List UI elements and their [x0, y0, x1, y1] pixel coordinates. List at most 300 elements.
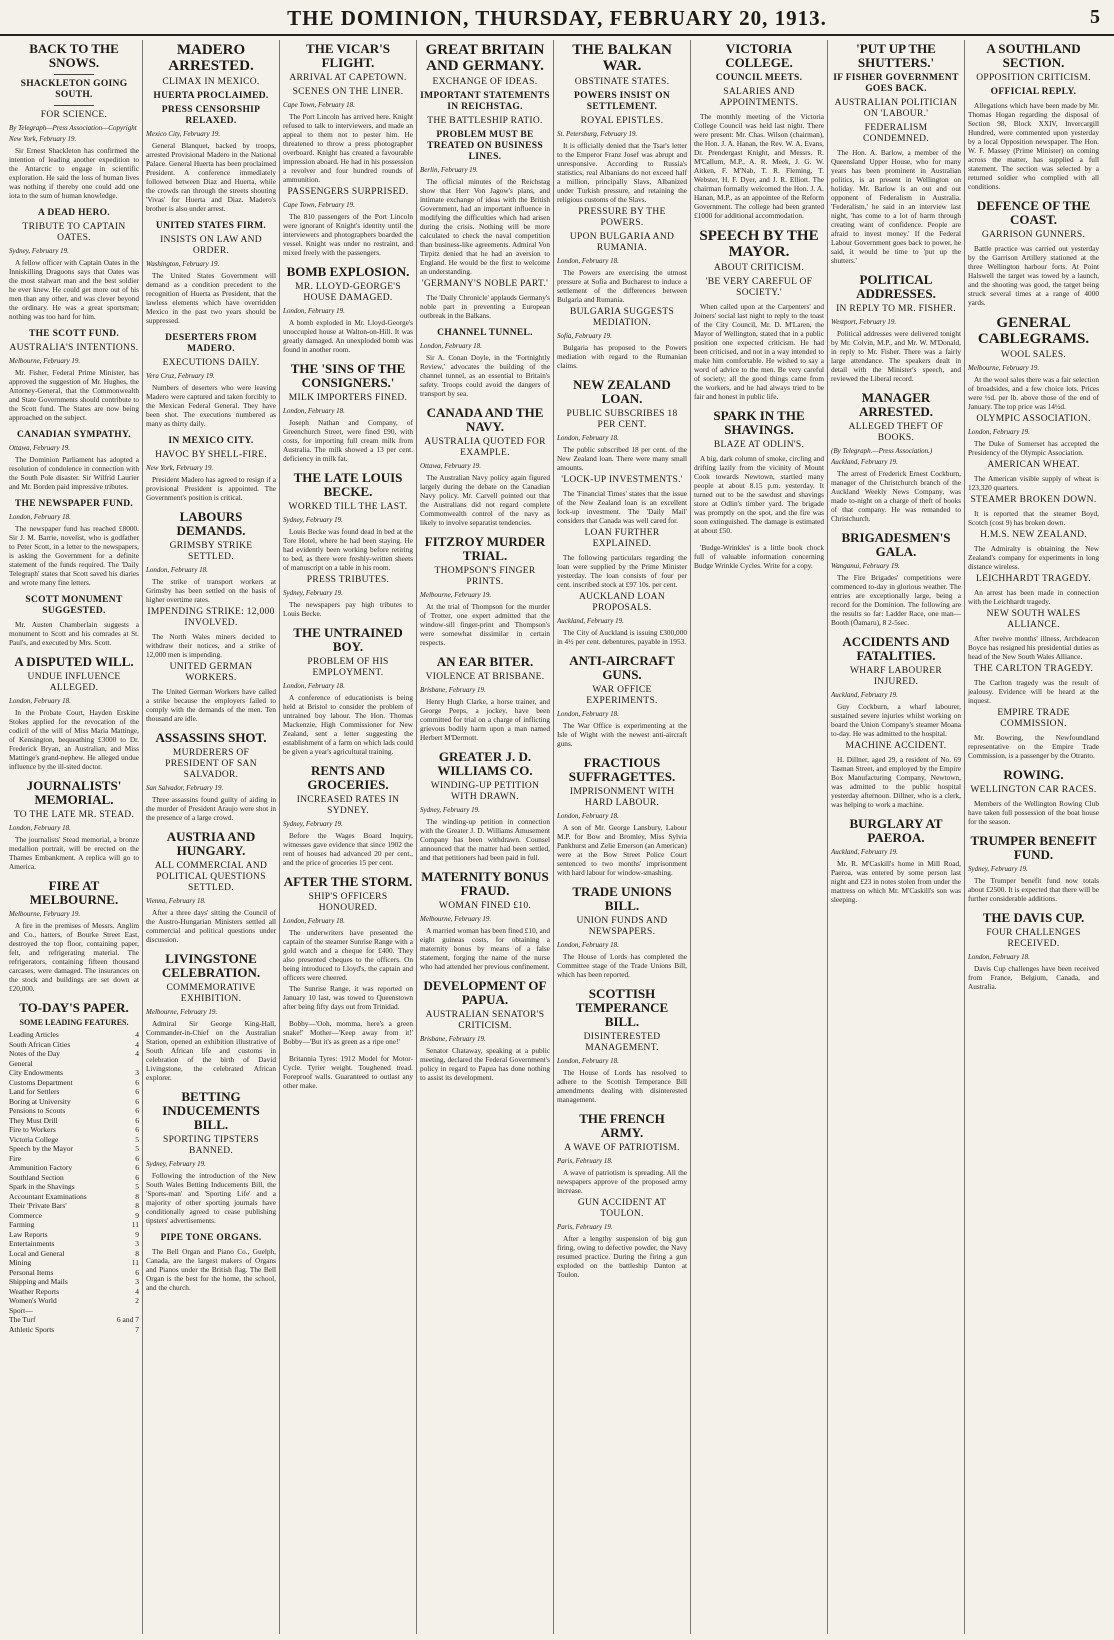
article-victoria-college: [694, 42, 824, 220]
article-body: The newspaper fund has reached £8000. Sir J. M. Barrie, novelist, who is godfather to Peter Scott, in a letter to the newspapers, is asking the Government for a definite statement of the funds required. The 'Daily Telegraph' states that Scott saved his diaries and wrote many fine letters.: [9, 524, 139, 587]
article-body: Britannia Tyres: 1912 Model for Motor-Cycle. Tyrier weight. Toughened tread. Foreproof walls. Guaranteed to outlast any other make.: [283, 1054, 413, 1090]
index-page: 3: [135, 1277, 139, 1286]
subheading: 'GERMANY'S NOBLE PART.': [421, 279, 549, 289]
article-sins-of-consigners: [283, 362, 413, 463]
headline: DEVELOPMENT OF PAPUA.: [423, 978, 547, 1007]
dateline: Sydney, February 19.: [283, 589, 343, 597]
index-label: Law Reports: [9, 1229, 48, 1239]
subheading: WINDING-UP PETITION WITH DRAWN.: [430, 781, 540, 802]
article-manager-arrested: [831, 391, 961, 523]
article-vicars-flight: [283, 42, 413, 257]
index-page: 3: [135, 1239, 139, 1248]
article-body: A big, dark column of smoke, circling and drifting lazily from the vicinity of Mount Cook towards Newtown, startled many people at about 8.15 p.m. yesterday. It turned out to be the sawdust and shavings store at Odlin's timber yard. The brigade was promptly on the spot, and the fire was soon extinguished. The damage is estimated at about £50.: [694, 454, 824, 535]
subheading: MILK IMPORTERS FINED.: [288, 393, 408, 403]
article-scott-monument: [9, 595, 139, 647]
newspaper-title: THE DOMINION, THURSDAY, FEBRUARY 20, 1913.: [287, 6, 827, 30]
article-williams-co: [420, 750, 550, 862]
index-label: Shipping and Mails: [9, 1277, 68, 1286]
dateline: London, February 18.: [9, 824, 71, 832]
subheading: PROBLEM MUST BE TREATED ON BUSINESS LINES.: [427, 130, 543, 162]
index-page: 8: [135, 1191, 139, 1201]
page-columns: [6, 40, 1108, 1634]
dateline: Westport, February 19.: [831, 318, 897, 326]
article-body: The strike of transport workers at Grimsby has been settled on the basis of higher overtime rates.: [146, 577, 276, 604]
subheading: COMMEMORATIVE EXHIBITION.: [166, 983, 256, 1004]
advert-britannia-tyres: [283, 1054, 413, 1090]
article-deserters: [146, 333, 276, 428]
masthead: [0, 0, 1114, 36]
article-bomb-explosion: [283, 265, 413, 354]
subheading: VIOLENCE AT BRISBANE.: [425, 672, 545, 682]
headline: THE FRENCH ARMY.: [579, 1111, 665, 1140]
index-label: Victoria College: [9, 1134, 59, 1144]
headline: FITZROY MURDER TRIAL.: [424, 534, 546, 563]
headline: VICTORIA COLLEGE.: [725, 41, 793, 70]
headline: THE DAVIS CUP.: [982, 910, 1085, 925]
headline: ANTI-AIRCRAFT GUNS.: [569, 653, 675, 682]
article-body: The Powers are exercising the utmost pressure at Sofia and Bucharest to induce a settlement of the differences between Bulgaria and Rumania.: [557, 268, 687, 304]
index-row: [9, 1192, 139, 1202]
dateline: London, February 19.: [968, 428, 1030, 436]
index-row: [9, 1040, 139, 1050]
index-label: Mining: [9, 1258, 32, 1267]
article-defence-of-coast: [968, 199, 1099, 307]
subheading: FOR SCIENCE.: [40, 110, 108, 120]
article-journalists-memorial: [9, 779, 139, 871]
index-label: South African Cities: [9, 1039, 71, 1049]
index-page: 11: [131, 1258, 139, 1267]
subheading: 'BE VERY CAREFUL OF SOCIETY.': [705, 277, 813, 298]
dateline: San Salvador, February 19.: [146, 784, 224, 792]
article-speech-by-mayor: [694, 228, 824, 401]
dateline: Ottawa, February 19.: [420, 462, 482, 470]
dateline: Mexico City, February 19.: [146, 130, 221, 138]
article-united-states-firm: [146, 221, 276, 325]
article-assassins-shot: [146, 731, 276, 822]
article-body: The Hon. A. Barlow, a member of the Queensland Upper House, who for many years has been prominent in Australian politics, is at present in Wellington on holiday. Mr. Barlow is an out and out opponent of Federalism in Australia. 'Federalism,' he said in an interview last night, 'has come to a lot of harm through creating want of confidence. People are afraid to invest money.' If the Federal Labour Government goes back to power, he said, it would be time to 'put up the shutters.': [831, 148, 961, 265]
index-label: Leading Articles: [9, 1030, 59, 1039]
article-suffragettes: [557, 756, 687, 877]
subheading: PRESS CENSORSHIP RELAXED.: [161, 105, 261, 126]
headline: UNITED STATES FIRM.: [155, 221, 267, 231]
subheading: WHARF LABOURER INJURED.: [849, 666, 943, 687]
headline: THE VICAR'S FLIGHT.: [306, 41, 390, 70]
headline: THE 'SINS OF THE CONSIGNERS.': [290, 361, 406, 390]
subheading: NEW SOUTH WALES ALLIANCE.: [986, 609, 1081, 630]
dateline: London, February 18.: [557, 434, 619, 442]
dateline: Melbourne, February 19.: [420, 915, 492, 923]
subheading: SPORTING TIPSTERS BANNED.: [163, 1135, 259, 1156]
index-row: [9, 1173, 139, 1183]
article-political-addresses: [831, 273, 961, 383]
index-page: 6: [135, 1115, 139, 1125]
headline: SPEECH BY THE MAYOR.: [699, 228, 819, 260]
index-page: 6: [135, 1106, 139, 1115]
article-livingstone: [146, 952, 276, 1082]
article-body: At the trial of Thompson for the murder of Trotter, one expert admitted that the window-sill finger-print and Thompson's were somewhat dissimilar in certain respects.: [420, 602, 550, 647]
subheading: TRIBUTE TO CAPTAIN OATES.: [22, 222, 126, 243]
article-body: President Madero has agreed to resign if a provisional President is appointed. The Government's position is critical.: [146, 475, 276, 502]
article-body: The winding-up petition in connection with the Greater J. D. Williams Amusement Company has been withdrawn. Counsel announced that the matter had been settled, and that petitioners had been paid in full.: [420, 817, 550, 862]
index-label: Local and General: [9, 1248, 65, 1258]
article-disputed-will: [9, 655, 139, 771]
headline: MANAGER ARRESTED.: [858, 390, 934, 419]
agency-credit: By Telegraph—Press Association—Copyright: [9, 124, 137, 132]
advert-pipe-tone-organs: [146, 1233, 276, 1292]
column-2: [143, 40, 280, 1634]
index-label: Fire: [9, 1153, 22, 1163]
index-label: They Must Drill: [9, 1115, 58, 1125]
article-rents-groceries: [283, 764, 413, 867]
filler-joke: [283, 1019, 413, 1046]
index-label: Speech by the Mayor: [9, 1144, 73, 1153]
article-french-army: [557, 1112, 687, 1279]
subheading: ABOUT CRITICISM.: [713, 263, 805, 273]
subheading: IMPENDING STRIKE: 12,000 INVOLVED.: [147, 607, 275, 628]
article-body: The Trumper benefit fund now totals about £2500. It is expected that there will be further considerable additions.: [968, 876, 1099, 903]
article-body: Sir A. Conan Doyle, in the 'Fortnightly Review,' advocates the building of the channel tunnel, as an essential to Britain's safety. Troops could avoid the dangers of transport by sea.: [420, 353, 550, 398]
index-row: [9, 1144, 139, 1154]
subheading: EXCHANGE OF IDEAS.: [432, 77, 538, 87]
index-page: 6 and 7: [116, 1315, 139, 1324]
index-label: Fire to Workers: [9, 1125, 56, 1134]
article-canadian-sympathy: [9, 430, 139, 491]
column-6: [691, 40, 828, 1634]
dateline: Sydney, February 19.: [968, 865, 1028, 873]
index-row: [9, 1325, 139, 1335]
article-madero-arrested: [146, 42, 276, 213]
article-body: A son of Mr. George Lansbury, Labour M.P. for Bow and Bromley, Miss Sylvia Pankhurst and Zelie Emerson (an American) were at the Bow Street Police Court sentenced to two months' imprisonment with hard labour for window-smashing.: [557, 823, 687, 877]
dateline: London, February 18.: [557, 941, 619, 949]
article-body: The Carlton tragedy was the result of jealousy. Evidence will be heard at the inquest.: [968, 678, 1099, 705]
dateline: London, February 18.: [146, 566, 208, 574]
headline: AFTER THE STORM.: [283, 874, 413, 889]
article-body: After a three days' sitting the Council of the Austro-Hungarian Ministers settled all commercial and political questions under discussion.: [146, 908, 276, 944]
subheading: PASSENGERS SURPRISED.: [287, 187, 409, 197]
article-body: A fire in the premises of Messrs. Anglim and Co., hatters, of Bourke Street East, destroyed the top floor, containing paper, felt, and refrigerating material. The refrigerators, containing fifteen thousand carcases, were damaged. The insurances on the stock and buildings are set down at £20,000.: [9, 921, 139, 993]
column-4: [417, 40, 554, 1634]
index-label: Sport—: [9, 1305, 33, 1315]
index-row: [9, 1059, 139, 1069]
subheading: UNION FUNDS AND NEWSPAPERS.: [576, 916, 668, 937]
headline: CHANNEL TUNNEL.: [437, 328, 533, 338]
subheading: THE CARLTON TRAGEDY.: [973, 664, 1094, 674]
article-body: The journalists' Stead memorial, a bronze medallion portrait, will be erected on the Thames Embankment. A replica will go to America.: [9, 835, 139, 871]
subheading: IMPORTANT STATEMENTS IN REICHSTAG.: [420, 91, 550, 112]
headline: TO-DAY'S PAPER.: [19, 1000, 129, 1015]
index-label: Southland Section: [9, 1172, 64, 1182]
article-body: The Admiralty is obtaining the New Zealand's company for experiments in long distance wireless.: [968, 544, 1099, 571]
headline: A SOUTHLAND SECTION.: [986, 41, 1081, 70]
agency-credit: (By Telegraph.—Press Association.): [831, 447, 933, 455]
dateline: St. Petersburg, February 19.: [557, 130, 638, 138]
dateline: Auckland, February 19.: [831, 458, 898, 466]
headline: AN EAR BITER.: [436, 654, 534, 669]
index-label: Commerce: [9, 1210, 42, 1220]
subheading: MURDERERS OF PRESIDENT OF SAN SALVADOR.: [165, 748, 257, 780]
article-body: In the Probate Court, Hayden Erskine Stokes applied for the revocation of the codicil of the will of Miss Maria Mattinge, of Kensington, bequeathing £3000 to Dr. Frederick Bryan, an Australian, and Miss Mattinge's grand-nephew. He alleged undue influence by the ill-sited doctor.: [9, 708, 139, 771]
headline: 'PUT UP THE SHUTTERS.': [856, 41, 936, 70]
dateline: Sofia, February 19.: [557, 332, 612, 340]
article-body: It is reported that the steamer Boyd, Scotch (cost 9) has broken down.: [968, 509, 1099, 527]
headline: BURGLARY AT PAEROA.: [849, 816, 943, 845]
dateline: London, February 18.: [9, 697, 71, 705]
article-newspaper-fund: [9, 499, 139, 587]
article-body: The War Office is experimenting at the Isle of Wight with the newest anti-aircraft guns.: [557, 721, 687, 748]
subheading: IN REPLY TO MR. FISHER.: [836, 304, 956, 314]
article-body: A wave of patriotism is spreading. All the newspapers approve of the proposed army increase.: [557, 1168, 687, 1195]
subheading: SOME LEADING FEATURES.: [19, 1018, 129, 1027]
article-trade-unions-bill: [557, 885, 687, 979]
headline: TRUMPER BENEFIT FUND.: [970, 833, 1097, 862]
article-body: The Bell Organ and Piano Co., Guelph, Canada, are the largest makers of Organs and Pianos under the British flag. The Bell Organ is the best for the home, the school, and the church.: [146, 1247, 276, 1292]
headline: A DEAD HERO.: [38, 208, 110, 218]
dateline: Melbourne, February 19.: [9, 357, 81, 365]
subheading: INCREASED RATES IN SYDNEY.: [296, 795, 400, 816]
index-page: [135, 1059, 139, 1069]
index-row: [9, 1277, 139, 1287]
dateline: London, February 18.: [557, 812, 619, 820]
subheading: THE BATTLESHIP RATIO.: [427, 116, 543, 126]
article-body: The Port Lincoln has arrived here. Knight refused to talk to interviewers, and made an appeal to them not to pester him. He threatened to throw a press photographer overboard. Knight has created a favourable impression aboard. He had in his possession a revolver and four hundred rounds of ammunition.: [283, 112, 413, 184]
dateline: Sydney, February 19.: [283, 516, 343, 524]
subheading: SALARIES AND APPOINTMENTS.: [719, 87, 799, 108]
subheading: PRESS TRIBUTES.: [306, 575, 390, 585]
index-row: [9, 1116, 139, 1126]
subheading: AUSTRALIA QUOTED FOR EXAMPLE.: [424, 437, 546, 458]
article-anti-aircraft: [557, 654, 687, 748]
dateline: Cape Town, February 19.: [283, 201, 355, 209]
index-label: Entertainments: [9, 1239, 55, 1248]
headline: DESERTERS FROM MADERO.: [165, 333, 257, 354]
subheading: GRIMSBY STRIKE SETTLED.: [169, 541, 253, 562]
article-body: H. Dillner, aged 29, a resident of No. 69 Tasman Street, and employed by the Empire Box Manufacturing Company, Newtown, was admitted to the public hospital yesterday afternoon. Dillner, who is a clerk, was helping to work a machine.: [831, 755, 961, 809]
article-a-dead-hero: [9, 208, 139, 321]
article-canada-navy: [420, 406, 550, 527]
article-body: The monthly meeting of the Victoria College Council was held last night. There were present: Mr. Chas. Wilson (chairman), the Hon. J. A. Hanan, the Rev. W. A. Evans, Dr. Prendergast Knight, and Messrs. R. M'Callum, M.P., A. R. Meek, J. G. W. Aitken, F. M'Nab, T. R. Fleming, T. Webster, H. F. Dyer, and J. R. Elliott. The chairman formally welcomed the Hon. J. A. Hanan, M.P., as an appointee of the Reform Government. The college had been granted £1000 for additional accommodation.: [694, 112, 824, 220]
article-put-up-shutters: [831, 42, 961, 265]
subheading: AUSTRALIA'S INTENTIONS.: [9, 343, 139, 353]
index-row: [9, 1296, 139, 1306]
headline: SCOTTISH TEMPERANCE BILL.: [575, 986, 669, 1029]
dateline: Sydney, February 19.: [9, 247, 69, 255]
index-label: Athletic Sports: [9, 1324, 55, 1334]
headline: GREATER J. D. WILLIAMS CO.: [437, 749, 533, 778]
article-body: Davis Cup challenges have been received from France, Belgium, Canada, and Australia.: [968, 964, 1099, 991]
dateline: Sydney, February 19.: [283, 820, 343, 828]
index-row: [9, 1182, 139, 1192]
subheading: UPON BULGARIA AND RUMANIA.: [569, 232, 675, 253]
headline: BRIGADESMEN'S GALA.: [841, 530, 951, 559]
index-page: 9: [135, 1229, 139, 1239]
index-page: 5: [135, 1144, 139, 1153]
index-page: 6: [135, 1087, 139, 1096]
subheading: HAVOC BY SHELL-FIRE.: [155, 450, 267, 460]
article-fire-at-melbourne: [9, 879, 139, 993]
index-page: 5: [135, 1134, 139, 1144]
article-maternity-fraud: [420, 870, 550, 971]
index-page: 9: [135, 1210, 139, 1220]
subheading: AUSTRALIAN SENATOR'S CRITICISM.: [425, 1010, 545, 1031]
headline: BOMB EXPLOSION.: [286, 264, 410, 279]
dateline: Vera Cruz, February 19.: [146, 372, 215, 380]
article-rowing: [968, 768, 1099, 826]
headline: THE LATE LOUIS BECKE.: [293, 470, 403, 499]
column-1: [6, 40, 143, 1634]
article-body: The Fire Brigades' competitions were commenced to-day in glorious weather. The entries are exceptionally large, being a record for the Dominion. The following are the results so far: Ladder Race, one man—Booth (Ōamaru), 8 2-5sec.: [831, 573, 961, 627]
index-page: 8: [135, 1248, 139, 1258]
article-body: The United German Workers have called a strike because the employers failed to comply with the demands of the men. Ten thousand are idle.: [146, 687, 276, 723]
subheading: AUCKLAND LOAN PROPOSALS.: [579, 592, 665, 613]
dateline: Vienna, February 18.: [146, 897, 206, 905]
headline: NEW ZEALAND LOAN.: [573, 377, 671, 406]
headline: SCOTT MONUMENT SUGGESTED.: [25, 595, 123, 616]
dateline: Melbourne, February 19.: [420, 591, 492, 599]
article-trumper-fund: [968, 834, 1099, 903]
article-davis-cup: [968, 911, 1099, 991]
subheading: A WAVE OF PATRIOTISM.: [564, 1143, 680, 1153]
article-body: The House of Lords has resolved to adhere to the Scottish Temperance Bill amendments dealing with disinterested management.: [557, 1068, 687, 1104]
article-body: The official minutes of the Reichstag show that Herr Von Jagow's plans, and intimate exchange of ideas with the British Government, had an important influence in modifying the difficulties which had arisen during the crisis. Nothing will be more calculated to check the naval competition than business-like agreements. Admiral Von Tirpitz denied that he had an aversion to England. He would be the first to welcome an understanding.: [420, 177, 550, 276]
index-row: [9, 1125, 139, 1135]
article-body: At the wool sales there was a fair selection of broadsides, and a few choice lots. Prices were ½d. per lb. above those of the end of January. The top price was 14½d.: [968, 375, 1099, 411]
dateline: Brisbane, February 19.: [420, 1035, 486, 1043]
article-britain-germany: [420, 42, 550, 320]
article-louis-becke: [283, 471, 413, 618]
article-body: Guy Cockburn, a wharf labourer, sustained severe injuries whilst working on board the Union Company's steamer Moana to-day. He was admitted to the hospital.: [831, 702, 961, 738]
article-after-the-storm: [283, 875, 413, 1011]
article-fitzroy-murder: [420, 535, 550, 647]
subheading: GARRISON GUNNERS.: [981, 230, 1086, 240]
index-row: [9, 1135, 139, 1145]
article-body: The following particulars regarding the loan were supplied by the Prime Minister yesterday. The loan consists of four per cent. inscribed stock at £97 10s. per cent.: [557, 553, 687, 589]
subheading: PROBLEM OF HIS EMPLOYMENT.: [307, 657, 389, 678]
article-body: General Blanquet, backed by troops, arrested Provisional Madero in the National Palace. General Huerta has been proclaimed President. A conference immediately followed between Diaz and Huerta, while the crowds ran through the streets shouting 'Vivas' for Huerta and Diaz. Madero's brother is also under arrest.: [146, 141, 276, 213]
index-label: City Endowments: [9, 1068, 63, 1077]
subheading: H.M.S. NEW ZEALAND.: [980, 530, 1087, 540]
subheading: OBSTINATE STATES.: [574, 77, 670, 87]
dateline: London, February 18.: [557, 710, 619, 718]
headline: BACK TO THE SNOWS.: [29, 41, 119, 70]
index-label: The Turf: [9, 1315, 36, 1324]
article-general-cablegrams: [968, 315, 1099, 760]
index-page: 6: [135, 1077, 139, 1087]
headline: GREAT BRITAIN AND GERMANY.: [425, 42, 545, 74]
subheading: WOMAN FINED £10.: [438, 901, 532, 911]
index-page: 6: [135, 1153, 139, 1163]
article-body: Mr. R. M'Caskill's home in Mill Road, Paeroa, was entered by some person last night and £23 in notes stolen from under the mattress on which Mr. M'Caskill's son was sleeping.: [831, 859, 961, 904]
index-row: [9, 1030, 139, 1040]
subheading: POWERS INSIST ON SETTLEMENT.: [574, 91, 670, 112]
dateline: London, February 18.: [557, 1057, 619, 1065]
article-body: The House of Lords has completed the Committee stage of the Trade Unions Bill, which has been reported.: [557, 952, 687, 979]
dateline: Paris, February 18.: [557, 1157, 613, 1165]
subheading: CLIMAX IN MEXICO.: [162, 77, 260, 87]
subheading: SHACKLETON GOING SOUTH.: [20, 79, 128, 100]
column-7: [828, 40, 965, 1634]
article-papua: [420, 979, 550, 1082]
headline: JOURNALISTS' MEMORIAL.: [26, 778, 122, 807]
headline: DEFENCE OF THE COAST.: [976, 198, 1091, 227]
dateline: Paris, February 19.: [557, 1223, 613, 1231]
headline: THE UNTRAINED BOY.: [293, 625, 403, 654]
headline: ASSASSINS SHOT.: [155, 730, 267, 745]
index-label: Weather Reports: [9, 1286, 60, 1296]
dateline: New York, February 19.: [146, 464, 214, 472]
dateline: London, February 18.: [283, 917, 345, 925]
index-page: 6: [135, 1267, 139, 1277]
index-label: Personal Items: [9, 1267, 54, 1277]
article-body: Numbers of deserters who were leaving Madero were captured and taken forcibly to the Mexican Federal General. They have been shot. The executions numbered as many as thirty daily.: [146, 383, 276, 428]
article-labours-demands: [146, 510, 276, 723]
article-body: Political addresses were delivered tonight by Mr. Colvin, M.P., and Mr. W. M'Donald, in reply to Mr. Fisher. There was a fairly large attendance. The speakers dealt in detail with the Minister's speech, and reviewed the Liberal record.: [831, 329, 961, 383]
headline: GENERAL CABLEGRAMS.: [977, 315, 1090, 347]
subheading: ALLEGED THEFT OF BOOKS.: [848, 422, 944, 443]
subheading: INSISTS ON LAW AND ORDER.: [160, 235, 262, 256]
dateline: London, February 18.: [420, 342, 482, 350]
article-body: After twelve months' illness, Archdeacon Boyce has resigned his presidential duties as head of the New South Wales Alliance.: [968, 634, 1099, 661]
index-row: [9, 1287, 139, 1297]
headline: THE SCOTT FUND.: [28, 329, 120, 339]
article-scott-fund: [9, 329, 139, 422]
index-row: [9, 1049, 139, 1059]
subheading: WOOL SALES.: [1000, 350, 1067, 360]
article-body: Three assassins found guilty of aiding in the murder of President Araujo were shot in the presence of a large crowd.: [146, 795, 276, 822]
article-body: Members of the Wellington Rowing Club have taken full possession of the boat house for the season.: [968, 799, 1099, 826]
article-body: The arrest of Frederick Ernest Cockburn, manager of the Christchurch branch of the Auckland Weekly News Company, was made to-night on a charge of theft of books of that company. He was remanded to Christchurch.: [831, 469, 961, 523]
article-body: A fellow officer with Captain Oates in the Inniskilling Dragoons says that Oates was the most stalwart man and the best soldier he ever knew. He could get more out of his men than any other, and was clever beyond the ordinary. He was a great sportsman; nothing was too hard for him.: [9, 258, 139, 321]
dateline: London, February 18.: [968, 953, 1030, 961]
headline: BETTING INDUCEMENTS BILL.: [162, 1089, 260, 1132]
index-row: [9, 1078, 139, 1088]
article-body: Battle practice was carried out yesterday by the Garrison Artillery stationed at the three Wellington harbour forts. At Point Halswell the target was towed by a launch, and the shooting was good, the target being struck several times at a range of 4000 yards.: [968, 244, 1099, 307]
article-austria-hungary: [146, 830, 276, 944]
headline: FRACTIOUS SUFFRAGETTES.: [568, 755, 676, 784]
index-row: [9, 1315, 139, 1325]
index-row: [9, 1211, 139, 1221]
index-page: 6: [135, 1096, 139, 1106]
subheading: AMERICAN WHEAT.: [987, 460, 1080, 470]
dateline: Melbourne, February 19.: [968, 364, 1040, 372]
dateline: Cape Town, February 18.: [283, 101, 355, 109]
subheading: ARRIVAL AT CAPETOWN.: [289, 73, 407, 83]
index-page: 2: [135, 1296, 139, 1305]
article-back-to-the-snows: [9, 42, 139, 200]
subheading: OLYMPIC ASSOCIATION.: [976, 414, 1091, 424]
headline: ROWING.: [1003, 767, 1064, 782]
subheading: WAR OFFICE EXPERIMENTS.: [586, 685, 658, 706]
headline: IN MEXICO CITY.: [168, 436, 254, 446]
subheading: GUN ACCIDENT AT TOULON.: [577, 1198, 667, 1219]
article-body: Bobby—'Ooh, momma, here's a green snake!' Mother—'Keep away from it!' Bobby—'But it's as green as a ripe one!': [283, 1019, 413, 1046]
article-spark-in-shavings: [694, 409, 824, 535]
article-body: Following the introduction of the New South Wales Betting Inducements Bill, the 'Sports-man' and 'Sporting Life' and a majority of other sporting journals have conditionally agreed to cease publishing tipsters' advertisements.: [146, 1171, 276, 1225]
article-body: A conference of educationists is being held at Bristol to consider the problem of untrained boy labour. The Hon. Thomas Mackenzie, High Commissioner for New Zealand, sent a letter suggesting the establishment of a farm on which lads could be given a year's agricultural training.: [283, 693, 413, 756]
index-row: [9, 1258, 139, 1268]
index-page: 4: [135, 1039, 139, 1049]
index-page: 4: [135, 1030, 139, 1039]
article-body: A married woman has been fined £10, and eight guineas costs, for obtaining a maternity bonus by means of a false statement, forging the name of the nurse who had attended her previous confinement.: [420, 926, 550, 971]
article-body: Mr. Austen Chamberlain suggests a monument to Scott and his comrades at St. Paul's, and executed by Mrs. Scott.: [9, 620, 139, 647]
index-label: Farming: [9, 1220, 35, 1229]
article-body: It is officially denied that the Tsar's letter to the Emperor Franz Josef was abrupt and unresponsive. According to Russia's statistics, real Albanians do not exceed half a million, principally Slavs, Albanized under Turkish pressure, and retaining the religious customs of the Slavs.: [557, 141, 687, 204]
index-page: 4: [135, 1286, 139, 1296]
headline: TRADE UNIONS BILL.: [572, 884, 672, 913]
article-body: Bulgaria has proposed to the Powers mediation with regard to the Rumanian claims.: [557, 343, 687, 370]
article-burglary-paeroa: [831, 817, 961, 904]
subheading: AUSTRALIAN POLITICIAN ON 'LABOUR.': [834, 98, 958, 119]
dateline: Sydney, February 19.: [420, 806, 480, 814]
